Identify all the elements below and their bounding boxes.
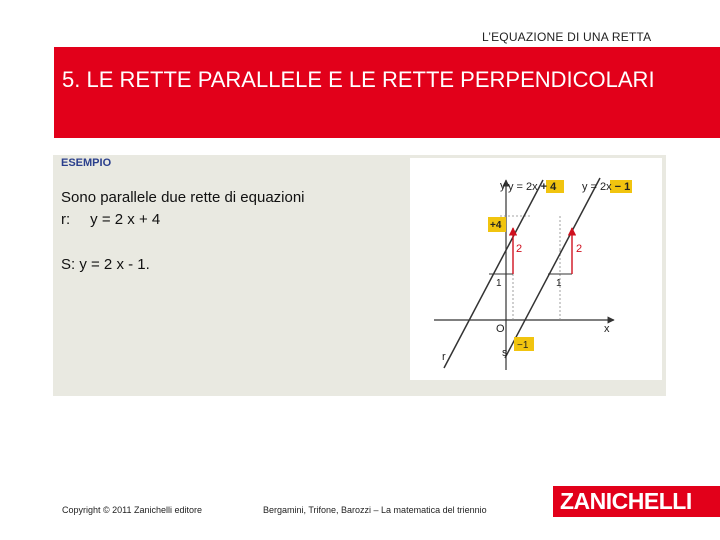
- line-r-name: r:: [61, 211, 71, 228]
- slide-title: 5. LE RETTE PARALLELE E LE RETTE PERPENDICOLARI: [62, 67, 655, 92]
- example-line-3: S: y = 2 x - 1.: [61, 256, 150, 273]
- example-line-2: [61, 209, 305, 231]
- intercept-r-label: +4: [490, 220, 502, 231]
- authors-text: Bergamini, Trifone, Barozzi – La matematica del triennio: [263, 505, 487, 515]
- run-label-1: 1: [496, 278, 502, 289]
- copyright-text: Copyright © 2011 Zanichelli editore: [62, 505, 203, 515]
- axis-x-label: x: [604, 323, 610, 335]
- equation-s-label: y = 2x − 1: [582, 181, 631, 193]
- publisher-logo: [553, 486, 720, 517]
- origin-label: O: [496, 323, 505, 335]
- axis-y-label: y: [500, 180, 506, 192]
- rise-label-1: 2: [516, 243, 523, 255]
- rise-label-2: 2: [576, 243, 583, 255]
- publisher-logo-text: ZANICHELLI: [560, 488, 692, 514]
- intercept-s-label: −1: [517, 340, 529, 351]
- example-line-1: Sono parallele due rette di equazioni: [61, 189, 305, 206]
- line-r-equation: y = 2 x + 4: [90, 211, 161, 228]
- title-bar: [54, 47, 720, 138]
- line-s-label: s: [502, 347, 508, 359]
- run-label-2: 1: [556, 278, 562, 289]
- parallel-lines-graph: [410, 158, 662, 380]
- example-text: [61, 187, 305, 276]
- section-topic: L’EQUAZIONE DI UNA RETTA: [482, 30, 652, 44]
- equation-r-label: y = 2x + 4: [508, 181, 557, 193]
- example-label: ESEMPIO: [61, 157, 112, 169]
- line-r-label: r: [442, 351, 446, 363]
- line-s: [505, 178, 600, 358]
